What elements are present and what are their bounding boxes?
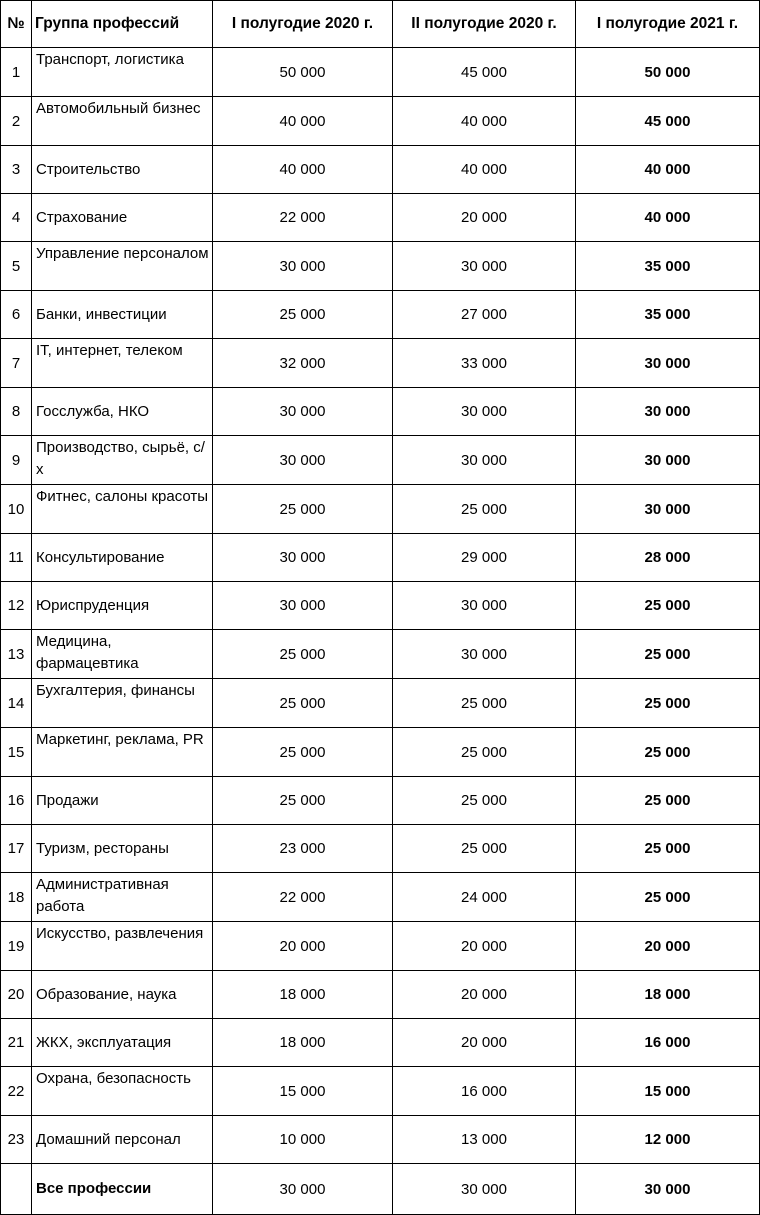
row-number: 6 <box>1 291 32 339</box>
value-h2-2020: 40 000 <box>393 97 576 146</box>
row-number: 20 <box>1 971 32 1019</box>
row-number: 4 <box>1 194 32 242</box>
value-h2-2020: 25 000 <box>393 679 576 728</box>
table-header-row <box>1 1 760 48</box>
table-row <box>1 97 760 146</box>
row-number: 5 <box>1 242 32 291</box>
value-h2-2020: 16 000 <box>393 1067 576 1116</box>
value-h1-2021: 30 000 <box>576 485 760 534</box>
row-number: 15 <box>1 728 32 777</box>
value-h2-2020: 40 000 <box>393 146 576 194</box>
value-h1-2020: 30 000 <box>213 582 393 630</box>
value-h2-2020: 27 000 <box>393 291 576 339</box>
row-number: 17 <box>1 825 32 873</box>
table-row <box>1 922 760 971</box>
value-h1-2021: 40 000 <box>576 194 760 242</box>
profession-group: IT, интернет, телеком <box>32 339 213 388</box>
table-row <box>1 388 760 436</box>
table-row <box>1 1116 760 1164</box>
value-h1-2020: 50 000 <box>213 48 393 97</box>
profession-group: Страхование <box>32 194 213 242</box>
value-h2-2020: 25 000 <box>393 777 576 825</box>
value-h1-2020: 22 000 <box>213 194 393 242</box>
value-h1-2021: 20 000 <box>576 922 760 971</box>
row-number: 7 <box>1 339 32 388</box>
total-row <box>1 1164 760 1215</box>
value-h1-2021: 25 000 <box>576 825 760 873</box>
header-num: № <box>1 1 32 48</box>
value-h1-2020: 25 000 <box>213 679 393 728</box>
table-row <box>1 242 760 291</box>
table-row <box>1 582 760 630</box>
value-h1-2020: 30 000 <box>213 388 393 436</box>
header-group: Группа профессий <box>32 1 213 48</box>
row-number: 13 <box>1 630 32 679</box>
total-number <box>1 1164 32 1215</box>
value-h1-2021: 30 000 <box>576 339 760 388</box>
profession-group: Производство, сырьё, с/х <box>32 436 213 485</box>
value-h1-2020: 10 000 <box>213 1116 393 1164</box>
profession-group: Управление персоналом <box>32 242 213 291</box>
value-h2-2020: 20 000 <box>393 971 576 1019</box>
table-row <box>1 534 760 582</box>
total-h1-2020: 30 000 <box>213 1164 393 1215</box>
table-row <box>1 1019 760 1067</box>
value-h2-2020: 30 000 <box>393 630 576 679</box>
value-h2-2020: 30 000 <box>393 242 576 291</box>
value-h1-2021: 45 000 <box>576 97 760 146</box>
table-row <box>1 971 760 1019</box>
value-h1-2020: 22 000 <box>213 873 393 922</box>
profession-group: Госслужба, НКО <box>32 388 213 436</box>
profession-group: Административная работа <box>32 873 213 922</box>
table-row <box>1 630 760 679</box>
table-row <box>1 194 760 242</box>
header-h1-2021: I полугодие 2021 г. <box>576 1 760 48</box>
value-h1-2021: 28 000 <box>576 534 760 582</box>
total-label: Все профессии <box>32 1164 213 1215</box>
table-row <box>1 777 760 825</box>
value-h1-2021: 25 000 <box>576 679 760 728</box>
profession-group: Маркетинг, реклама, PR <box>32 728 213 777</box>
profession-group: Искусство, развлечения <box>32 922 213 971</box>
value-h1-2021: 18 000 <box>576 971 760 1019</box>
value-h1-2020: 40 000 <box>213 146 393 194</box>
table-row <box>1 48 760 97</box>
profession-group: Банки, инвестиции <box>32 291 213 339</box>
profession-group: Продажи <box>32 777 213 825</box>
row-number: 8 <box>1 388 32 436</box>
value-h2-2020: 45 000 <box>393 48 576 97</box>
row-number: 21 <box>1 1019 32 1067</box>
row-number: 1 <box>1 48 32 97</box>
row-number: 11 <box>1 534 32 582</box>
table-row <box>1 1067 760 1116</box>
value-h1-2021: 35 000 <box>576 242 760 291</box>
value-h1-2021: 30 000 <box>576 436 760 485</box>
total-h2-2020: 30 000 <box>393 1164 576 1215</box>
table-row <box>1 728 760 777</box>
value-h1-2020: 15 000 <box>213 1067 393 1116</box>
value-h1-2020: 25 000 <box>213 485 393 534</box>
row-number: 10 <box>1 485 32 534</box>
value-h2-2020: 25 000 <box>393 825 576 873</box>
table-row <box>1 485 760 534</box>
profession-group: Транспорт, логистика <box>32 48 213 97</box>
row-number: 14 <box>1 679 32 728</box>
row-number: 2 <box>1 97 32 146</box>
value-h1-2021: 30 000 <box>576 388 760 436</box>
value-h1-2021: 25 000 <box>576 630 760 679</box>
header-h1-2020: I полугодие 2020 г. <box>213 1 393 48</box>
profession-group: Фитнес, салоны красоты <box>32 485 213 534</box>
table-row <box>1 291 760 339</box>
value-h1-2021: 25 000 <box>576 777 760 825</box>
value-h1-2020: 32 000 <box>213 339 393 388</box>
value-h2-2020: 30 000 <box>393 436 576 485</box>
profession-group: Домашний персонал <box>32 1116 213 1164</box>
value-h1-2020: 40 000 <box>213 97 393 146</box>
total-h1-2021: 30 000 <box>576 1164 760 1215</box>
value-h1-2021: 35 000 <box>576 291 760 339</box>
value-h1-2020: 25 000 <box>213 630 393 679</box>
table-body <box>1 48 760 1215</box>
value-h2-2020: 30 000 <box>393 582 576 630</box>
value-h2-2020: 20 000 <box>393 922 576 971</box>
value-h2-2020: 25 000 <box>393 728 576 777</box>
row-number: 22 <box>1 1067 32 1116</box>
value-h1-2020: 20 000 <box>213 922 393 971</box>
value-h2-2020: 25 000 <box>393 485 576 534</box>
profession-group: Консультирование <box>32 534 213 582</box>
value-h1-2020: 25 000 <box>213 777 393 825</box>
value-h1-2021: 25 000 <box>576 873 760 922</box>
value-h1-2021: 25 000 <box>576 728 760 777</box>
value-h2-2020: 30 000 <box>393 388 576 436</box>
profession-group: Медицина, фармацевтика <box>32 630 213 679</box>
row-number: 9 <box>1 436 32 485</box>
value-h1-2020: 30 000 <box>213 242 393 291</box>
table-row <box>1 825 760 873</box>
value-h2-2020: 20 000 <box>393 1019 576 1067</box>
table-row <box>1 146 760 194</box>
profession-group: Автомобильный бизнес <box>32 97 213 146</box>
profession-group: Туризм, рестораны <box>32 825 213 873</box>
value-h1-2020: 30 000 <box>213 534 393 582</box>
row-number: 3 <box>1 146 32 194</box>
row-number: 12 <box>1 582 32 630</box>
value-h1-2021: 15 000 <box>576 1067 760 1116</box>
profession-group: Строительство <box>32 146 213 194</box>
value-h1-2020: 18 000 <box>213 971 393 1019</box>
table-row <box>1 679 760 728</box>
row-number: 23 <box>1 1116 32 1164</box>
profession-group: Юриспруденция <box>32 582 213 630</box>
table-row <box>1 436 760 485</box>
row-number: 18 <box>1 873 32 922</box>
value-h1-2021: 12 000 <box>576 1116 760 1164</box>
value-h2-2020: 24 000 <box>393 873 576 922</box>
table-row <box>1 873 760 922</box>
row-number: 19 <box>1 922 32 971</box>
value-h2-2020: 13 000 <box>393 1116 576 1164</box>
value-h2-2020: 20 000 <box>393 194 576 242</box>
value-h1-2020: 30 000 <box>213 436 393 485</box>
value-h1-2020: 25 000 <box>213 291 393 339</box>
value-h1-2021: 16 000 <box>576 1019 760 1067</box>
table-row <box>1 339 760 388</box>
value-h1-2020: 25 000 <box>213 728 393 777</box>
row-number: 16 <box>1 777 32 825</box>
profession-group: Образование, наука <box>32 971 213 1019</box>
value-h2-2020: 33 000 <box>393 339 576 388</box>
profession-group: ЖКХ, эксплуатация <box>32 1019 213 1067</box>
value-h1-2021: 40 000 <box>576 146 760 194</box>
value-h1-2021: 50 000 <box>576 48 760 97</box>
value-h1-2021: 25 000 <box>576 582 760 630</box>
value-h1-2020: 23 000 <box>213 825 393 873</box>
value-h1-2020: 18 000 <box>213 1019 393 1067</box>
profession-group: Бухгалтерия, финансы <box>32 679 213 728</box>
value-h2-2020: 29 000 <box>393 534 576 582</box>
header-h2-2020: II полугодие 2020 г. <box>393 1 576 48</box>
profession-group: Охрана, безопасность <box>32 1067 213 1116</box>
